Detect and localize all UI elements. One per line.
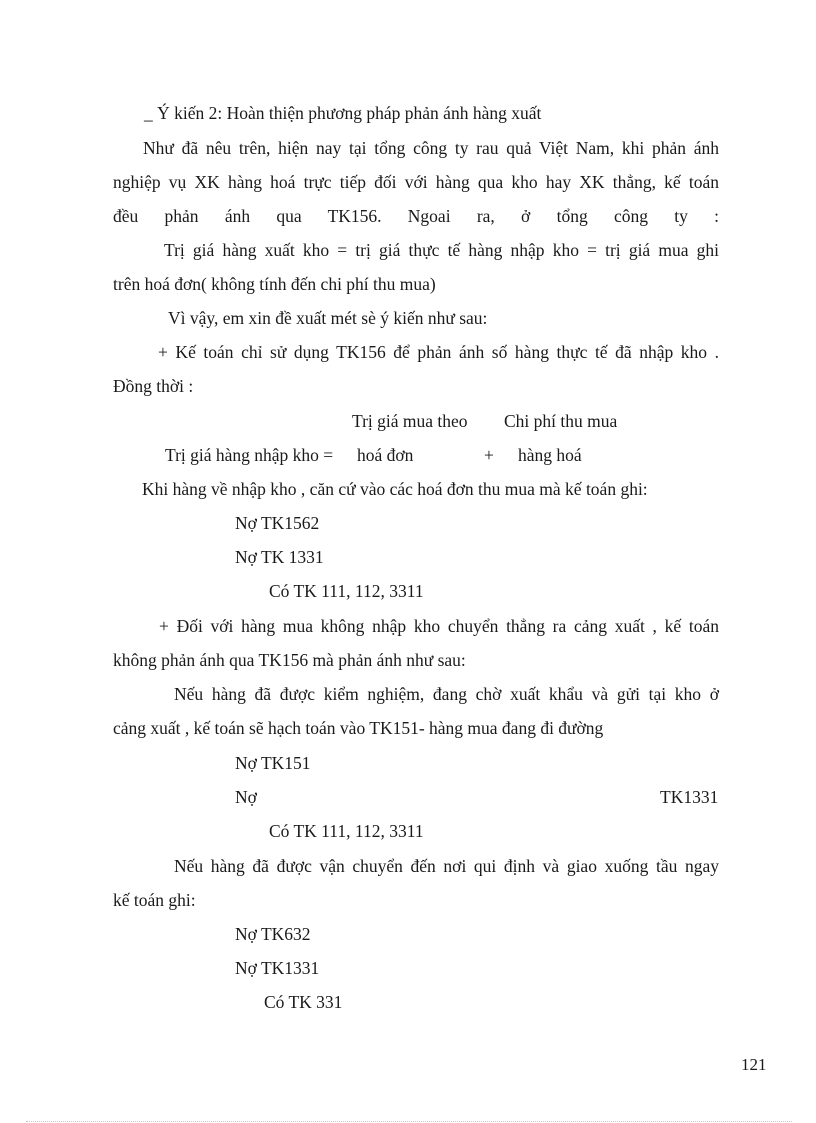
paragraph-line: Nếu hàng đã được kiểm nghiệm, đang chờ xuất khẩu và gửi tại kho ở xyxy=(174,684,719,704)
debit-account: TK1331 xyxy=(660,787,719,807)
credit-line: Có TK 111, 112, 3311 xyxy=(269,581,424,601)
formula-term1-bottom: hoá đơn xyxy=(357,445,414,465)
page-number: 121 xyxy=(741,1055,767,1074)
credit-line: Có TK 331 xyxy=(264,992,343,1012)
paragraph-line: Trị giá hàng xuất kho = trị giá thực tế hàng nhập kho = trị giá mua ghi xyxy=(164,240,719,260)
paragraph-line: + Đối với hàng mua không nhập kho chuyển thẳng ra cảng xuất , kế toán xyxy=(159,616,719,636)
page-bottom-divider xyxy=(26,1121,792,1122)
paragraph-line: Đồng thời : xyxy=(113,376,194,396)
debit-line: Nợ TK151 xyxy=(235,753,311,773)
paragraph-line: Nếu hàng đã được vận chuyển đến nơi qui định và giao xuống tầu ngay xyxy=(174,856,719,876)
debit-line: Nợ TK1331 xyxy=(235,958,320,978)
debit-label: Nợ xyxy=(235,787,257,807)
formula-term2-top: Chi phí thu mua xyxy=(504,411,618,431)
paragraph-line: trên hoá đơn( không tính đến chi phí thu mua) xyxy=(113,274,436,294)
paragraph-line: đều phản ánh qua TK156. Ngoai ra, ở tổng công ty : xyxy=(113,206,719,226)
paragraph-line: nghiệp vụ XK hàng hoá trực tiếp đối với hàng qua kho hay XK thẳng, kế toán xyxy=(113,172,719,192)
paragraph-line: kế toán ghi: xyxy=(113,890,196,910)
paragraph-line: Khi hàng về nhập kho , căn cứ vào các hoá đơn thu mua mà kế toán ghi: xyxy=(142,479,648,499)
formula-operator: + xyxy=(484,445,494,465)
debit-line: Nợ TK 1331 xyxy=(235,547,324,567)
formula-lhs: Trị giá hàng nhập kho = xyxy=(165,445,334,465)
paragraph-line: cảng xuất , kế toán sẽ hạch toán vào TK151- hàng mua đang đi đường xyxy=(113,718,604,738)
formula-term2-bottom: hàng hoá xyxy=(518,445,582,465)
paragraph-line: không phản ánh qua TK156 mà phản ánh như sau: xyxy=(113,650,466,670)
paragraph-line: Như đã nêu trên, hiện nay tại tổng công ty rau quả Việt Nam, khi phản ánh xyxy=(143,138,719,158)
debit-line: Nợ TK1562 xyxy=(235,513,320,533)
paragraph-line: + Kế toán chỉ sử dụng TK156 để phản ánh số hàng thực tế đã nhập kho . xyxy=(158,342,719,362)
credit-line: Có TK 111, 112, 3311 xyxy=(269,821,424,841)
formula-term1-top: Trị giá mua theo xyxy=(352,411,468,431)
debit-line: Nợ TK632 xyxy=(235,924,311,944)
paragraph-line: Vì vậy, em xin đề xuất mét sè ý kiến như sau: xyxy=(168,308,488,328)
section-heading: _ Ý kiến 2: Hoàn thiện phương pháp phản ánh hàng xuất xyxy=(144,103,542,123)
